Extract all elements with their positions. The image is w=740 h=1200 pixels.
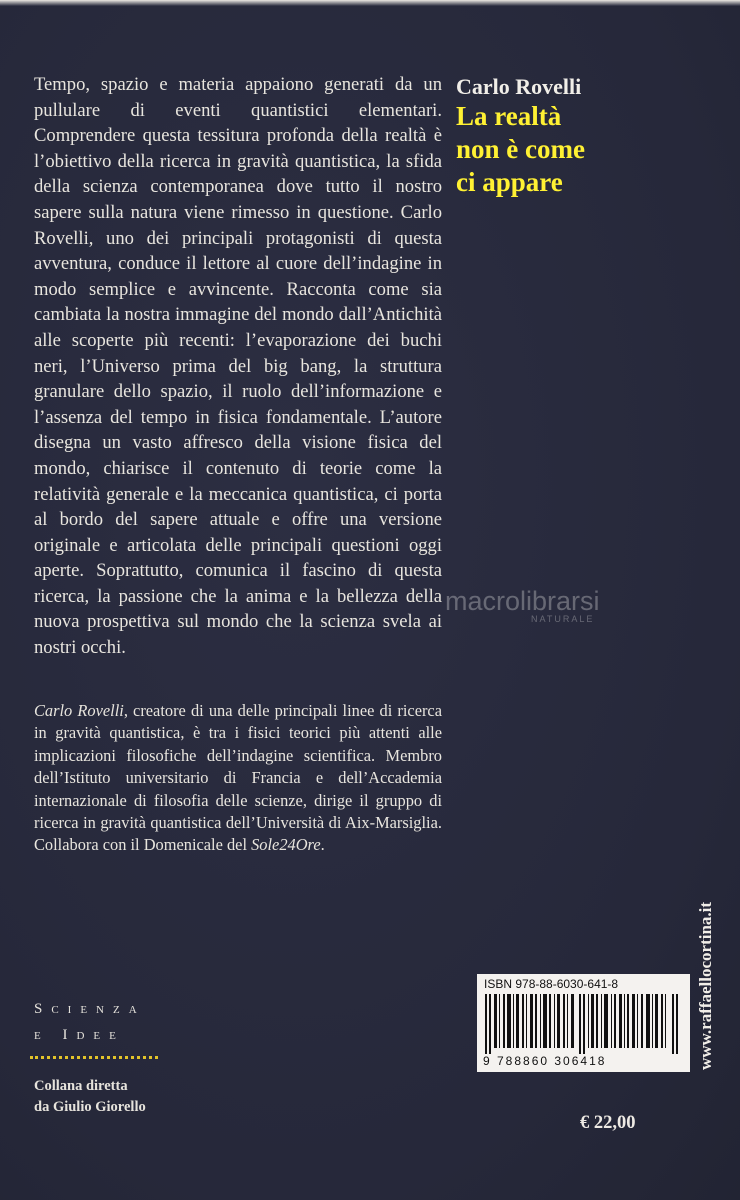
barcode <box>477 974 690 1072</box>
bio-author-name: Carlo Rovelli <box>34 701 124 720</box>
title-line: non è come <box>456 134 585 164</box>
publisher-website: www.raffaellocortina.it <box>696 901 715 1070</box>
book-title <box>456 100 656 199</box>
isbn-label: ISBN 978-88-6030-641-8 <box>484 977 619 991</box>
watermark-sub: NATURALE <box>531 614 595 624</box>
dotted-divider <box>30 1056 158 1059</box>
series-line: e Idee <box>34 1027 125 1043</box>
barcode-number: 9 788860 306418 <box>483 1054 607 1068</box>
bio-newspaper: Sole24Ore <box>251 835 321 855</box>
title-line: La realtà <box>456 101 562 131</box>
title-line: ci appare <box>456 167 563 197</box>
cover-top-edge <box>0 0 740 6</box>
book-author: Carlo Rovelli <box>456 74 582 99</box>
barcode-bars <box>485 994 682 1054</box>
price: € 22,00 <box>580 1113 636 1133</box>
bio-end: . <box>320 835 325 855</box>
editor-line: da Giulio Giorello <box>34 1099 146 1115</box>
bio-text: , creatore di una delle principali linee di ricerca in gravità quantistica, è tra i fisici teorici più attenti alle implicazioni filosofiche dell’indagine scientifica. Membro dell’Istituto universitario di Francia e dell’Accademia internazionale di filosofia delle scienze, dirige il gruppo di ricerca in gravità quantistica dell’Università di Aix-Marsiglia. Collabora con il Domenicale del <box>34 701 442 855</box>
author-bio <box>34 700 442 857</box>
series-name <box>34 996 146 1048</box>
book-blurb: Tempo, spazio e materia appaiono generati da un pullulare di eventi quantistici elementari. Comprendere questa tessitura profonda della realtà è l’obiettivo della ricerca in gravità quantistica, la sfida della scienza contemporanea dove tutto il nostro sapere sulla natura viene rimesso in questione. Carlo Rovelli, uno dei principali protagonisti di questa avventura, conduce il lettore al cuore dell’indagine in modo semplice e avvincente. Racconta come sia cambiata la nostra immagine del mondo dall’Antichità alle scoperte più recenti: l’evaporazione dei buchi neri, l’Universo prima del big bang, la struttura granulare dello spazio, il ruolo dell’informazione e l’assenza del tempo in fisica fondamentale. L’autore disegna un vasto affresco della visione fisica del mondo, chiarisce il contenuto di teorie come la relatività generale e la meccanica quantistica, ci porta al bordo del sapere attuale e offre una versione originale e articolata delle principali questioni oggi aperte. Soprattutto, comunica il fascino di questa ricerca, la passione che la anima e la bellezza della nuova prospettiva sul mondo che la scienza svela ai nostri occhi. <box>34 74 442 659</box>
watermark-logo: macrolibrarsi <box>445 586 600 616</box>
watermark <box>445 586 600 624</box>
series-line: Scienza <box>34 1001 146 1017</box>
series-editor <box>34 1076 146 1118</box>
editor-line: Collana diretta <box>34 1078 128 1094</box>
